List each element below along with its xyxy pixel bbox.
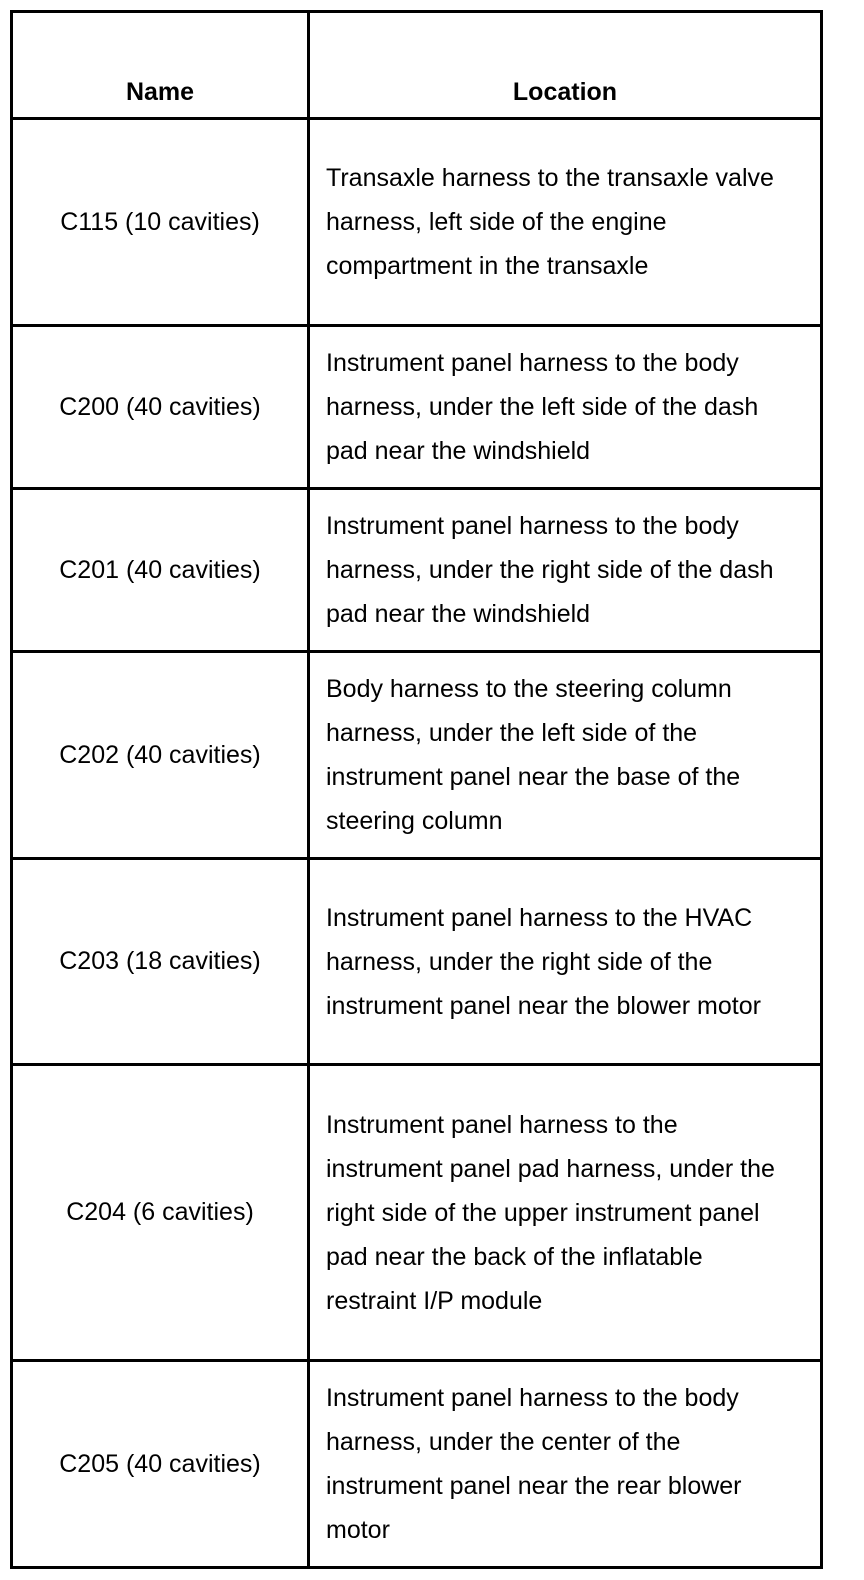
connector-name: C201 (40 cavities) [12, 489, 309, 652]
connector-location-cell [309, 119, 822, 326]
connector-name: C115 (10 cavities) [12, 119, 309, 326]
connector-name: C205 (40 cavities) [12, 1361, 309, 1568]
table-row [12, 489, 822, 652]
table-row [12, 119, 822, 326]
connector-location: Instrument panel harness to the body harness, under the right side of the dash pad near the windshield [326, 512, 774, 628]
connector-name: C204 (6 cavities) [12, 1065, 309, 1361]
connector-location: Instrument panel harness to the HVAC harness, under the right side of the instrument panel near the blower motor [326, 903, 761, 1020]
connector-location-cell [309, 489, 822, 652]
connector-name: C200 (40 cavities) [12, 326, 309, 489]
connector-location: Instrument panel harness to the instrument panel pad harness, under the right side of the upper instrument panel pad near the back of the inflatable restraint I/P module [326, 1110, 775, 1315]
connector-location: Instrument panel harness to the body harness, under the center of the instrument panel near the rear blower motor [326, 1384, 742, 1544]
table-row [12, 859, 822, 1065]
connector-location-cell [309, 1065, 822, 1361]
table-header-row [12, 12, 822, 119]
table-row [12, 1065, 822, 1361]
connector-table [10, 10, 823, 1569]
table-row [12, 652, 822, 859]
connector-location-cell [309, 326, 822, 489]
connector-location: Body harness to the steering column harness, under the left side of the instrument panel near the base of the steering column [326, 675, 741, 835]
connector-location: Transaxle harness to the transaxle valve harness, left side of the engine compartment in the transaxle [326, 164, 774, 280]
connector-location-cell [309, 652, 822, 859]
connector-name: C203 (18 cavities) [12, 859, 309, 1065]
location-column-header: Location [309, 12, 822, 119]
name-column-header: Name [12, 12, 309, 119]
connector-location: Instrument panel harness to the body harness, under the left side of the dash pad near the windshield [326, 349, 759, 465]
table-row [12, 1361, 822, 1568]
connector-location-cell [309, 859, 822, 1065]
table-row [12, 326, 822, 489]
connector-location-cell [309, 1361, 822, 1568]
connector-name: C202 (40 cavities) [12, 652, 309, 859]
